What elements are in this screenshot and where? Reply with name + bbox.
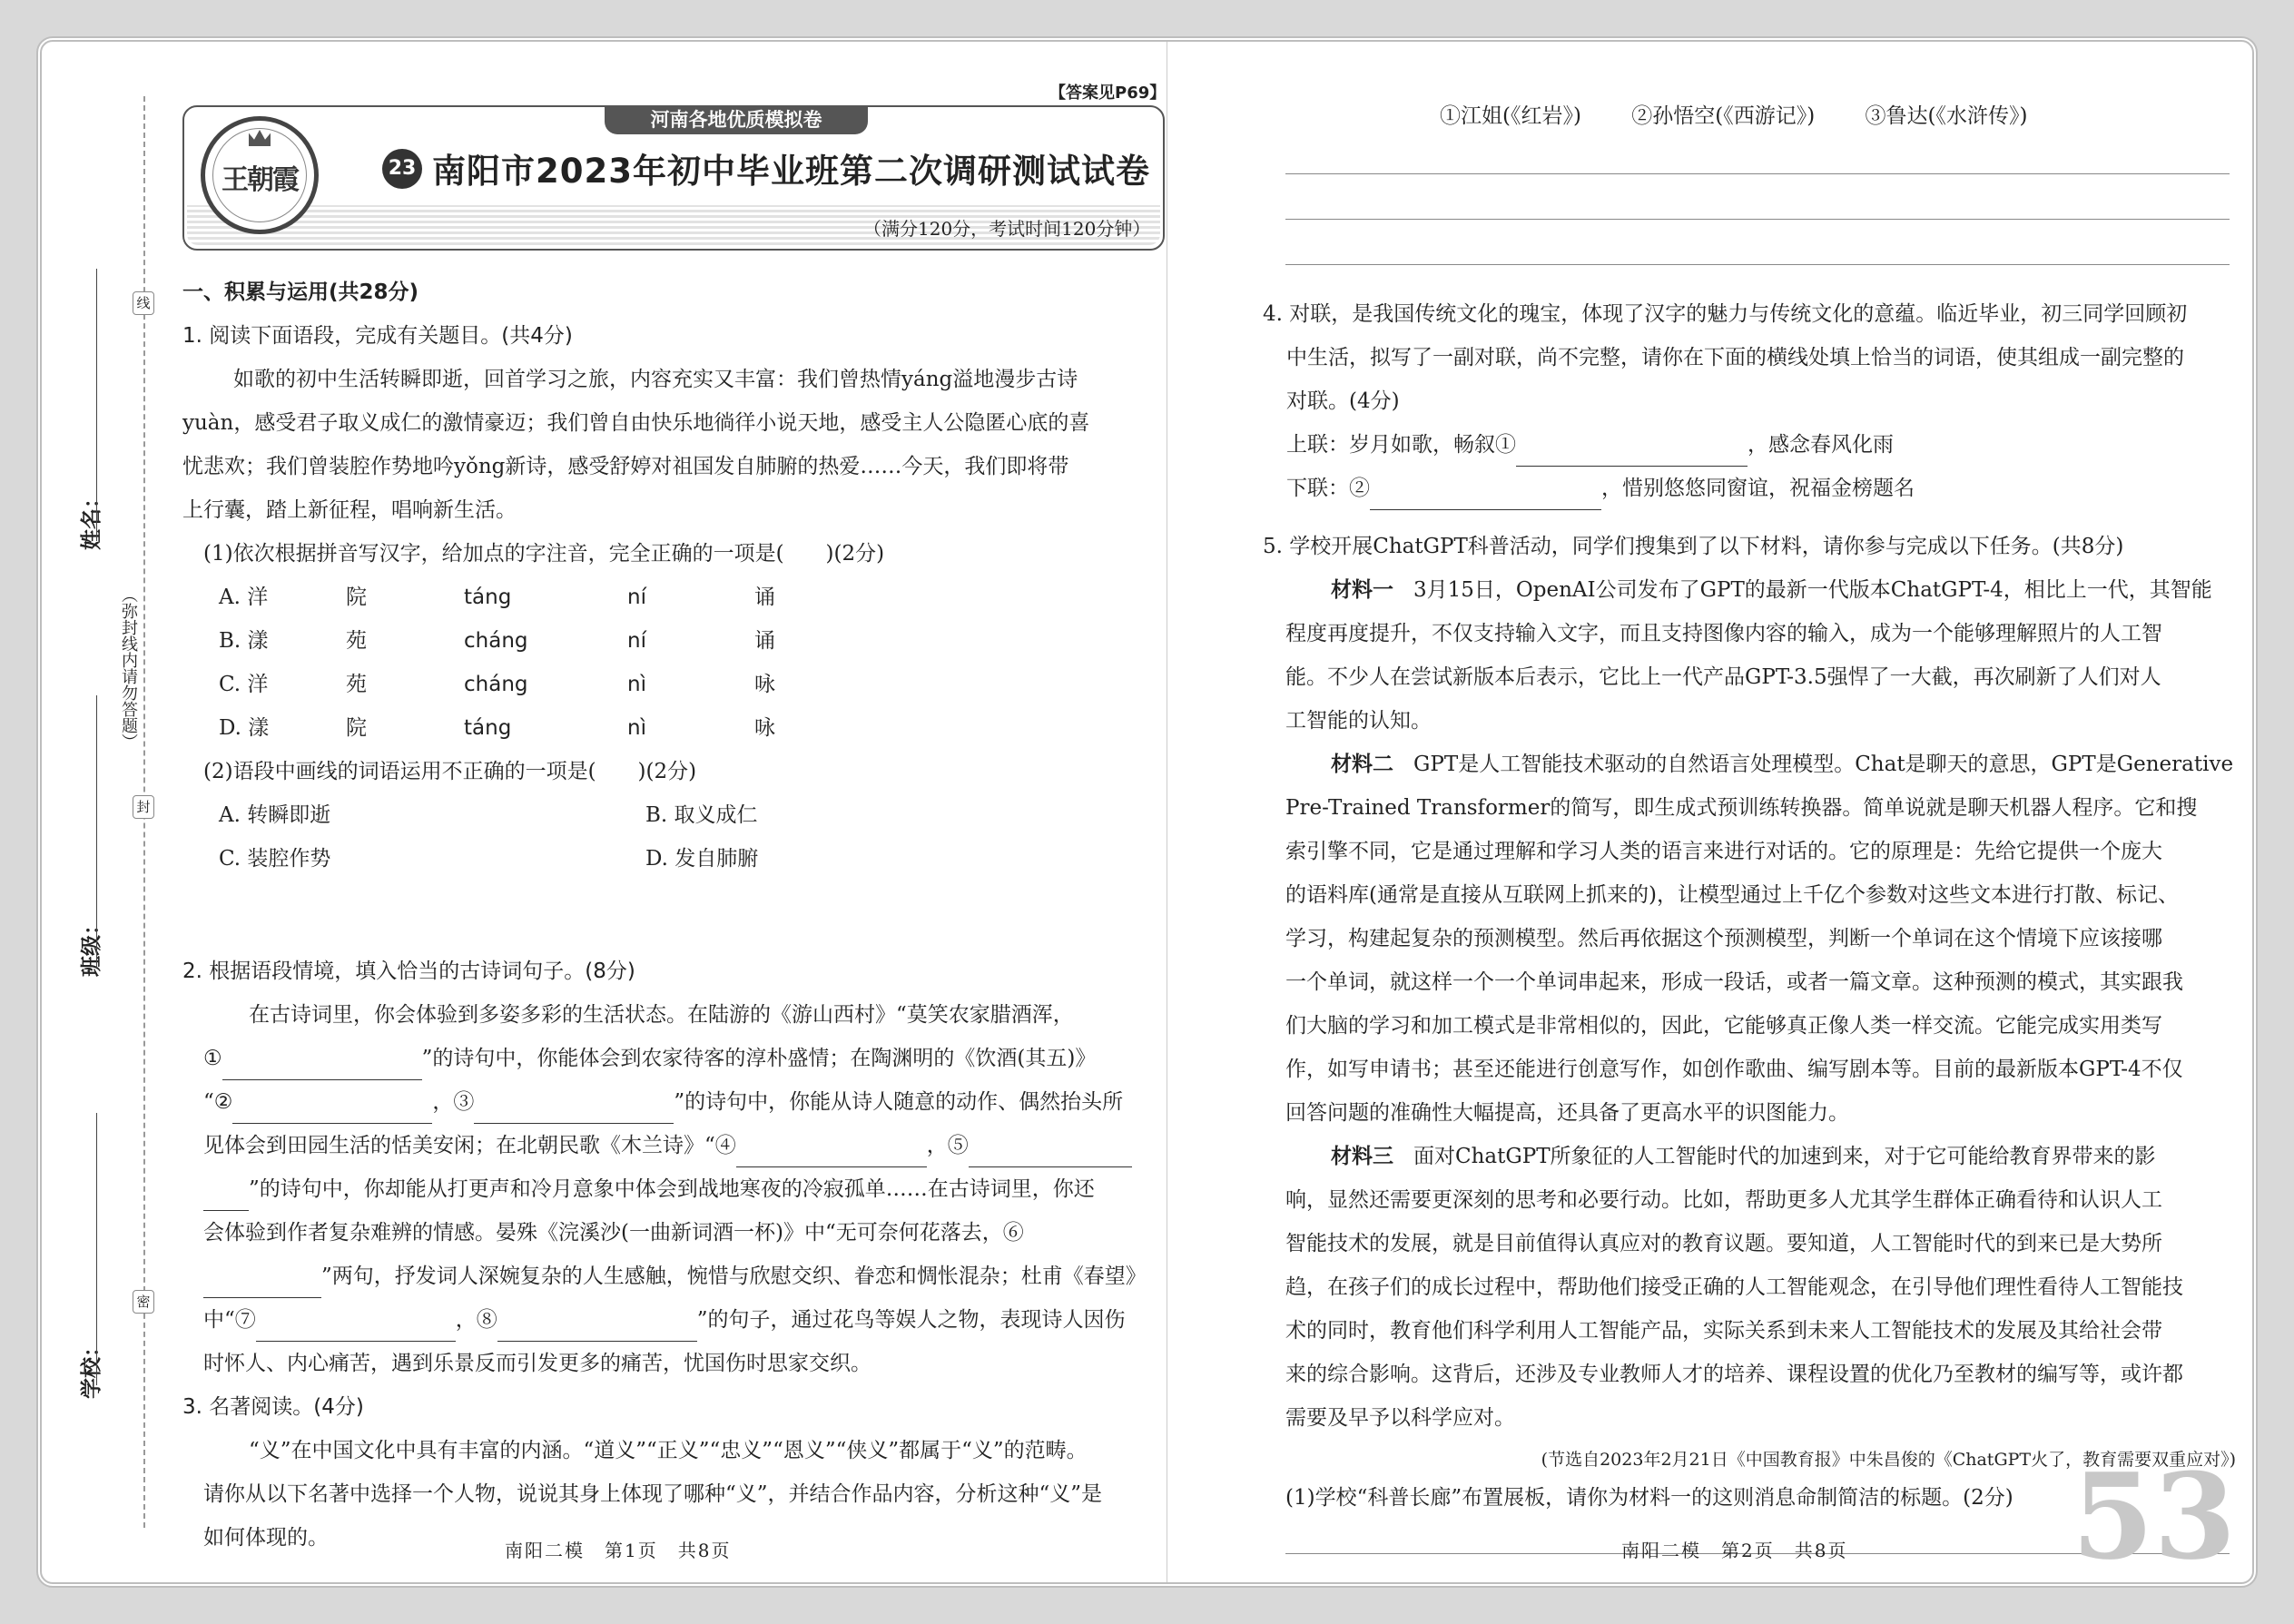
option-d-c5: 咏 [754, 716, 775, 740]
option-d-c3: táng [464, 716, 512, 740]
m2-label: 材料二 [1331, 753, 1393, 776]
binding-close-label: 密 [133, 1290, 154, 1314]
q2-line-6 [203, 1211, 1166, 1255]
option-b-c1: B. 漾 [219, 629, 269, 653]
q2-line-3-text: ”的诗句中，你能从诗人随意的动作、偶然抬头所 [674, 1090, 1124, 1114]
option-c-c2: 苑 [346, 673, 367, 696]
option-b-c3: cháng [464, 629, 528, 653]
q2-line-2 [203, 1037, 1166, 1080]
m1-text-1: 3月15日，OpenAI公司发布了GPT的最新一代版本ChatGPT-4，相比上一代，其智能 [1413, 578, 2212, 602]
school-label: 学校： [80, 1336, 103, 1399]
binding-seal-label: 封 [133, 795, 154, 819]
option-a-c1: A. 洋 [219, 586, 269, 609]
q1-line-1: 如歌的初中生活转瞬即逝，回首学习之旅，内容充实又丰富：我们曾热情yáng溢地漫步古诗 [233, 368, 1078, 391]
q2-line-4-text: 见体会到田园生活的恬美安闲；在北朝民歌《木兰诗》 [203, 1134, 704, 1157]
m1-line-4: 工智能的认知。 [1285, 709, 1432, 733]
q1-stem: 1. 阅读下面语段，完成有关题目。(共4分) [182, 324, 573, 348]
m3-line-5: 术的同时，教育他们科学利用人工智能产品，实际关系到未来人工智能技术的发展及其给社会带 [1285, 1319, 2162, 1343]
material-3 [1285, 1135, 2239, 1440]
option-b-c4: ní [627, 629, 646, 653]
option-row-a[interactable] [219, 576, 854, 619]
q2-line-2-text: ”的诗句中，你能体会到农家待客的淳朴盛情；在陶渊明的《饮酒(其五)》 [421, 1047, 1097, 1070]
m2-line-2: Pre-Trained Transformer的简写，即生成式预训练转换器。简单说就是聊天机器人程序。它和搜 [1285, 796, 2198, 820]
option2-a[interactable]: A. 转瞬即逝 [219, 803, 331, 827]
logo-ring [212, 128, 307, 222]
m2-line-4: 的语料库(通常是直接从互联网上抓来的)，让模型通过上千亿个参数对这些文本进行打散、标记、 [1285, 883, 2179, 907]
m2-line-9: 回答问题的准确性大幅提高，还具备了更高水平的识图能力。 [1285, 1101, 1849, 1125]
q1-line-2: yuàn，感受君子取义成仁的激情豪迈；我们曾自由快乐地徜徉小说天地，感受主人公隐匿心底的喜 [182, 411, 1090, 435]
blank-mark-2: ② [213, 1090, 233, 1114]
m2-line-1 [1285, 743, 2239, 786]
q4-line-3: 对联。(4分) [1286, 389, 1400, 413]
blank-mark-5: ⑤ [947, 1134, 969, 1157]
blank-7[interactable] [256, 1315, 456, 1342]
q3-line-1: “义”在中国文化中具有丰富的内涵。“道义”“正义”“忠义”“恩义”“侠义”都属于“义”的范畴。 [249, 1439, 1088, 1462]
class-label: 班级： [80, 914, 103, 977]
couplet-upper-a: 上联：岁月如歌，畅叙① [1286, 433, 1516, 457]
q2-line-6-text: 会体验到作者复杂难辨的情感。晏殊《浣溪沙(一曲新词酒一杯)》中“无可奈何花落去， [203, 1221, 1003, 1245]
couplet-upper-b: ，感念春风化雨 [1748, 433, 1894, 457]
option-row-c[interactable] [219, 663, 854, 706]
series-tab: 河南各地优质模拟卷 [605, 105, 868, 134]
option2-b[interactable]: B. 取义成仁 [645, 803, 758, 827]
q1-passage [182, 358, 1167, 532]
couplet-blank-1[interactable] [1516, 440, 1748, 467]
m3-line-7: 需要及早予以科学应对。 [1285, 1406, 1515, 1430]
footer-left: 南阳二模 第1页 共8页 [505, 1540, 732, 1561]
blank-3[interactable] [474, 1097, 674, 1124]
q3-choices [1440, 94, 2257, 138]
q3-line-3: 如何体现的。 [203, 1526, 329, 1550]
q2-line-5-text: ”的诗句中，你却能从打更声和冷月意象中体会到战地寒夜的冷寂孤单……在古诗词里，你还 [249, 1177, 1095, 1201]
q1-sub2: (2)语段中画线的词语运用不正确的一项是( )(2分) [203, 760, 697, 783]
q4-line-1: 4. 对联，是我国传统文化的瑰宝，体现了汉字的魅力与传统文化的意蕴。临近毕业，初三同学回顾初 [1263, 302, 2188, 326]
option-c-c1: C. 洋 [219, 673, 269, 696]
option2-d[interactable]: D. 发自肺腑 [645, 847, 759, 871]
name-label: 姓名： [80, 487, 103, 550]
option-c-c5: 咏 [754, 673, 775, 696]
m3-line-2: 响，显然还需要更深刻的思考和必要行动。比如，帮助更多人尤其学生群体正确看待和认识人工 [1285, 1188, 2162, 1212]
exam-number-badge: 23 [382, 149, 422, 189]
m1-label: 材料一 [1331, 578, 1393, 602]
q3-stem: 3. 名著阅读。(4分) [182, 1395, 364, 1419]
m1-line-1 [1285, 568, 2239, 612]
option-b-c2: 苑 [346, 629, 367, 653]
m2-text-1: GPT是人工智能技术驱动的自然语言处理模型。Chat是聊天的意思，GPT是Generative [1413, 753, 2234, 776]
answer-ref: 【答案见P69】 [1049, 84, 1167, 103]
blank-mark-8: ⑧ [476, 1308, 497, 1332]
q2-line-5 [203, 1167, 1166, 1211]
q4-text [1263, 292, 2243, 510]
blank-mark-6: ⑥ [1002, 1221, 1024, 1245]
left-page [42, 42, 1167, 1582]
option-d-c1: D. 漾 [219, 716, 270, 740]
option-row-b[interactable] [219, 619, 854, 663]
q3-choice-3[interactable]: ③鲁达(《水浒传》) [1865, 104, 2028, 128]
footer-right: 南阳二模 第2页 共8页 [1621, 1540, 1848, 1561]
m2-line-8: 作，如写申请书；甚至还能进行创意写作，如创作歌曲、编写剧本等。目前的最新版本GPT-4不仅 [1285, 1058, 2183, 1081]
exam-sheet [36, 36, 2258, 1588]
q2-line-4: 见体会到田园生活的恬美安闲；在北朝民歌《木兰诗》“④ ，⑤ [203, 1124, 1166, 1167]
blank-5-b[interactable] [203, 1185, 249, 1211]
q2-passage [203, 993, 1166, 1385]
right-page [1167, 42, 2263, 1586]
m2-line-3: 索引擎不同，它是通过理解和学习人类的语言来进行对话的。它的原理是：先给它提供一个庞大 [1285, 840, 2162, 863]
option-a-c4: ní [627, 586, 646, 609]
m3-line-3: 智能技术的发展，就是目前值得认真应对的教育议题。要知道，人工智能时代的到来已是大势所 [1285, 1232, 2162, 1255]
q5-sub1: (1)学校“科普长廊”布置展板，请你为材料一的这则消息命制简洁的标题。(2分) [1285, 1486, 2013, 1510]
binding-note: （弥封线内请勿答题） [119, 586, 138, 750]
q1-line-4: 上行囊，踏上新征程，唱响新生活。 [182, 498, 517, 522]
blank-8[interactable] [497, 1315, 697, 1342]
couplet-blank-2[interactable] [1370, 484, 1601, 510]
exam-title: 南阳市2023年初中毕业班第二次调研测试试卷 [432, 152, 1150, 191]
q4-line-2: 中生活，拟写了一副对联，尚不完整，请你在下面的横线处填上恰当的词语，使其组成一副完整的 [1286, 346, 2184, 369]
class-field[interactable] [96, 695, 97, 968]
q3-choice-2[interactable]: ②孙悟空(《西游记》) [1631, 104, 1816, 128]
couplet-lower-a: 下联：② [1286, 477, 1370, 500]
blank-1[interactable] [222, 1054, 422, 1080]
option-c-c4: nì [627, 673, 646, 696]
option-d-c4: nì [627, 716, 646, 740]
m3-line-4: 趋，在孩子们的成长过程中，帮助他们接受正确的人工智能观念，在引导他们理性看待人工智能技 [1285, 1275, 2183, 1299]
option-a-c2: 院 [346, 586, 367, 609]
q2-line-9: 时怀人、内心痛苦，遇到乐景反而引发更多的痛苦，忧国伤时思家交织。 [203, 1352, 871, 1375]
answer-line[interactable] [1285, 264, 2230, 265]
name-field[interactable] [96, 269, 97, 541]
page-number: 53 [2072, 1447, 2236, 1586]
answer-line[interactable] [1285, 219, 2230, 220]
m2-line-7: 们大脑的学习和加工模式是非常相似的，因此，它能够真正像人类一样交流。它能完成实用类写 [1285, 1014, 2162, 1038]
q2-line-7-text: ”两句，抒发词人深婉复杂的人生感触，惋惜与欣慰交织、眷恋和惆怅混杂；杜甫《春望》 [321, 1265, 1147, 1288]
m3-line-6: 来的综合影响。这背后，还涉及专业教师人才的培养、课程设置的优化乃至教材的编写等，或许都 [1285, 1363, 2183, 1386]
q1-sub1: (1)依次根据拼音写汉字，给加点的字注音，完全正确的一项是( )(2分) [203, 542, 885, 566]
option-b-c5: 诵 [754, 629, 775, 653]
couplet-upper [1263, 423, 2243, 467]
blank-6[interactable] [203, 1272, 321, 1298]
blank-mark-7: ⑦ [234, 1308, 256, 1332]
option-row-d[interactable] [219, 706, 854, 750]
material-1 [1285, 568, 2239, 743]
blank-2[interactable] [232, 1097, 432, 1124]
option2-c[interactable]: C. 装腔作势 [219, 847, 331, 871]
source-citation: (节选自2023年2月21日《中国教育报》中朱昌俊的《ChatGPT火了，教育需要双重应对》) [1541, 1450, 2236, 1470]
blank-mark-4: ④ [714, 1134, 736, 1157]
blank-mark-1: ① [203, 1047, 222, 1070]
m3-line-1 [1285, 1135, 2239, 1178]
logo-emblem [201, 116, 319, 234]
q3-choice-1[interactable]: ①江姐(《红岩》) [1440, 104, 1581, 128]
school-field[interactable] [96, 1113, 97, 1385]
couplet-lower [1263, 467, 2243, 510]
couplet-lower-b: ，惜别悠悠同窗谊，祝福金榜题名 [1601, 477, 1915, 500]
binding-line-label: 线 [133, 291, 154, 315]
q1-options1 [219, 576, 854, 750]
q2-line-7 [203, 1255, 1166, 1298]
m1-line-2: 程度再度提升，不仅支持输入文字，而且支持图像内容的输入，成为一个能够理解照片的人工智 [1285, 622, 2162, 645]
q2-line-8: 中“⑦ ，⑧ ”的句子，通过花鸟等娱人之物，表现诗人因伤 [203, 1298, 1166, 1342]
q5-stem: 5. 学校开展ChatGPT科普活动，同学们搜集到了以下材料，请你参与完成以下任务。(共8分) [1263, 535, 2124, 558]
option-d-c2: 院 [346, 716, 367, 740]
option-c-c3: cháng [464, 673, 528, 696]
blank-mark-3: ③ [453, 1090, 475, 1114]
logo-text: 王朝霞 [222, 164, 298, 196]
option-a-c5: 诵 [754, 586, 775, 609]
exam-subtitle: （满分120分，考试时间120分钟） [863, 218, 1151, 240]
q2-line-3: “② ，③ ”的诗句中，你能从诗人随意的动作、偶然抬头所 [203, 1080, 1166, 1124]
option-a-c3: táng [464, 586, 512, 609]
blank-4[interactable] [736, 1141, 927, 1167]
q2-stem: 2. 根据语段情境，填入恰当的古诗词句子。(8分) [182, 960, 635, 983]
material-2 [1285, 743, 2239, 1135]
m2-line-6: 一个单词，就这样一个一个单词串起来，形成一段话，或者一篇文章。这种预测的模式，其实跟我 [1285, 970, 2183, 994]
q2-line-1: 在古诗词里，你会体验到多姿多彩的生活状态。在陆游的《游山西村》“莫笑农家腊酒浑， [249, 1003, 1074, 1027]
m2-line-5: 学习，构建起复杂的预测模型。然后再依据这个预测模型，判断一个单词在这个情境下应该接哪 [1285, 927, 2162, 950]
m1-line-3: 能。不少人在尝试新版本后表示，它比上一代产品GPT-3.5强悍了一大截，再次刷新了人们对人 [1285, 665, 2161, 689]
answer-line[interactable] [1285, 173, 2230, 174]
m3-text-1: 面对ChatGPT所象征的人工智能时代的加速到来，对于它可能给教育界带来的影 [1413, 1145, 2156, 1168]
section-heading: 一、积累与运用(共28分) [182, 281, 419, 304]
m3-label: 材料三 [1331, 1145, 1393, 1168]
q1-line-3: 忧悲欢；我们曾装腔作势地吟yǒng新诗，感受舒婷对祖国发自肺腑的热爱……今天，我们即将带 [182, 455, 1069, 478]
blank-5-a[interactable] [969, 1141, 1132, 1167]
q3-line-2: 请你从以下名著中选择一个人物，说说其身上体现了哪种“义”，并结合作品内容，分析这种“义”是 [203, 1482, 1103, 1506]
q2-line-8-text: ”的句子，通过花鸟等娱人之物，表现诗人因伤 [696, 1308, 1126, 1332]
